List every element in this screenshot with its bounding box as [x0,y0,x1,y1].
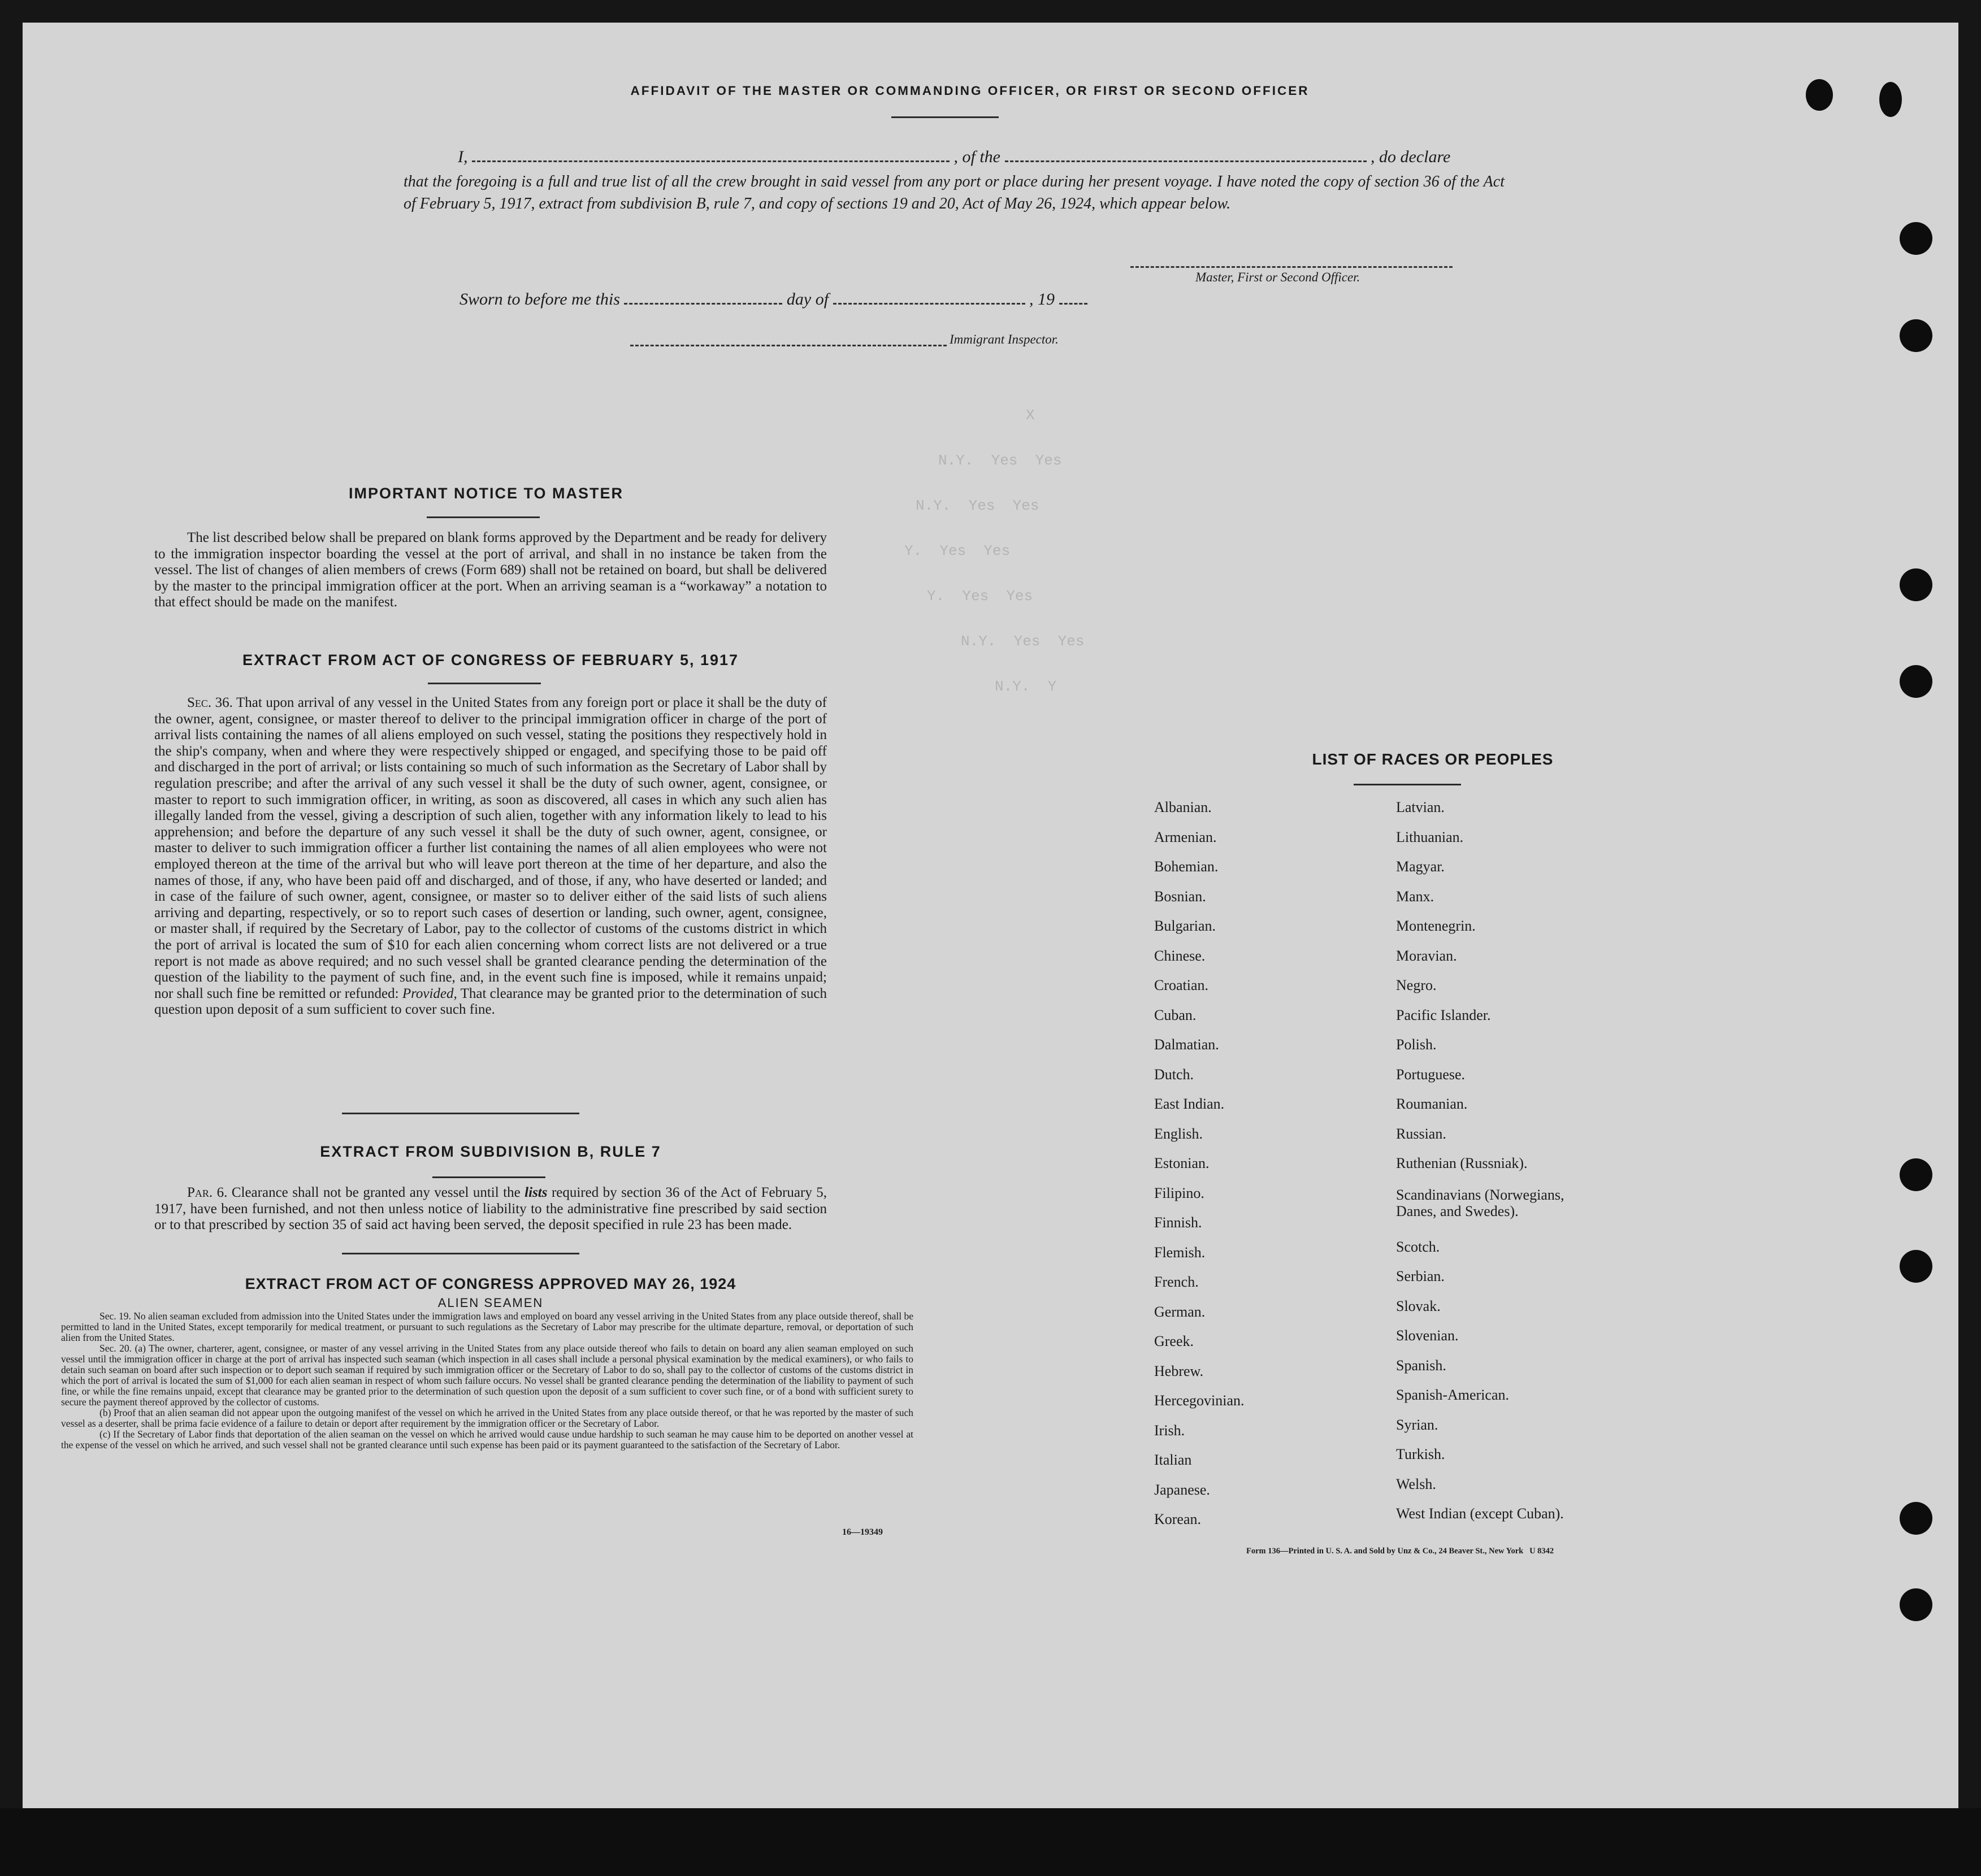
notice-heading: IMPORTANT NOTICE TO MASTER [349,485,623,502]
lists-word: lists [524,1185,548,1200]
race-item: Slovenian. [1396,1327,1459,1344]
sec-19-text: Sec. 19. No alien seaman excluded from admission into the United States under the immigration laws and employed on board any vessel arriving in the United States from any place outside thereof, shall be permitted to land in the United States, except temporarily for medical treatment, or pursuant to such regulations as the Secretary of Labor may prescribe for the ultimate departure, removal, or deportation of such alien from the United States. [61,1310,913,1343]
punch-hole [1900,1502,1932,1535]
race-item: Korean. [1154,1511,1202,1527]
rule7-body [154,1185,827,1234]
inspector-signature-line[interactable] [630,345,947,346]
print-code: 16—19349 [842,1527,883,1537]
race-item: Roumanian. [1396,1096,1468,1112]
race-item: French. [1154,1274,1199,1290]
race-item: Irish. [1154,1422,1185,1439]
rule7-text-b: required by section 36 of the Act of February 5, 1917, have been furnished, and not then unless notice of liability to the administrative fine prescribed by said section or to that prescribed by section 35 of said act having been served, the deposit specified in rule 23 has been made. [154,1185,827,1233]
race-item: Chinese. [1154,947,1206,964]
race-item: East Indian. [1154,1096,1225,1112]
extract-1917-rule [428,683,541,684]
day-of-label: day of [786,290,829,309]
affidavit-title-rule [891,116,999,118]
race-item: Bosnian. [1154,888,1206,905]
race-item: Polish. [1396,1036,1437,1053]
race-item: Finnish. [1154,1214,1202,1231]
bleed-through-mark: Y. Yes Yes [904,542,1011,559]
race-item: Estonian. [1154,1155,1210,1171]
bleed-through-mark: N.Y. Yes Yes [916,497,1039,514]
race-item: Bohemian. [1154,858,1219,875]
rule7-text-a: Clearance shall not be granted any vessel until the [231,1185,521,1200]
rule7-rule [432,1176,545,1178]
notice-body [154,530,827,611]
race-item: Hebrew. [1154,1362,1204,1379]
year-prefix: , 19 [1029,290,1055,309]
punch-hole [1900,665,1932,698]
punch-hole [1900,1250,1932,1283]
extract-1917-heading: EXTRACT FROM ACT OF CONGRESS OF FEBRUARY 5, 1917 [242,652,739,668]
bleed-through-mark: Y. Yes Yes [927,588,1033,605]
affidavit-title: AFFIDAVIT OF THE MASTER OR COMMANDING OFFICER, OR FIRST OR SECOND OFFICER [630,84,1310,98]
sworn-day-field[interactable] [624,303,782,305]
race-item: Cuban. [1154,1006,1197,1023]
race-item: Turkish. [1396,1446,1445,1462]
race-item: Magyar. [1396,858,1445,875]
notice-rule [427,516,540,518]
master-signature-line[interactable] [1130,266,1453,268]
bleed-through-mark: X [1026,407,1035,424]
master-signature-label: Master, First or Second Officer. [1195,270,1360,284]
vessel-name-field[interactable] [1005,160,1367,162]
race-item: Scotch. [1396,1238,1440,1255]
races-left-column [1154,793,1245,1535]
race-item: Portuguese. [1396,1066,1466,1083]
sec-20b-text: (b) Proof that an alien seaman did not appear upon the outgoing manifest of the vessel on which he arrived in the United States from any place outside thereof, or that he was reported by the master of such vessel as a deserter, shall be prima facie evidence of a failure to detain or deport after requirement by the immigration officer or the Secretary of Labor. [61,1407,913,1429]
punch-hole [1879,82,1902,117]
declaration-body: that the foregoing is a full and true list of all the crew brought in said vessel from any port or place during her present voyage. I have noted the copy of section 36 of the Act of February 5, 1917, extract from subdivision B, rule 7, and copy of sections 19 and 20, Act of May 26, 1924, which appear below. [404,173,1505,212]
bleed-through-mark: N.Y. Yes Yes [961,633,1085,650]
act-1924-heading: EXTRACT FROM ACT OF CONGRESS APPROVED MAY 26, 1924 [245,1275,736,1292]
race-item: Russian. [1396,1125,1446,1142]
punch-hole [1900,1158,1932,1191]
sworn-year-field[interactable] [1059,303,1087,305]
race-item: English. [1154,1125,1203,1142]
race-item: Dalmatian. [1154,1036,1219,1053]
race-item: Japanese. [1154,1481,1210,1498]
extract-1917-body [154,695,827,1018]
race-item: Welsh. [1396,1475,1436,1492]
form-sheet [23,23,1958,1808]
punch-hole [1900,1588,1932,1621]
race-item: Moravian. [1396,947,1457,964]
act-1924-body [61,1311,913,1451]
race-item: Syrian. [1396,1416,1438,1433]
races-rule [1354,784,1461,785]
race-item: Lithuanian. [1396,828,1464,845]
act-1924-top-rule [342,1253,579,1254]
form-footer: Form 136—Printed in U. S. A. and Sold by Unz & Co., 24 Beaver St., New York U 8342 [1246,1547,1554,1556]
section-36-end: That clearance may be granted prior to the determination of such question upon deposit of a sum sufficient to cover such fine. [154,985,827,1018]
race-item: Filipino. [1154,1184,1204,1201]
race-item: Serbian. [1396,1268,1445,1284]
race-item: Pacific Islander. [1396,1006,1491,1023]
sworn-label: Sworn to before me this [460,290,620,309]
race-item: Scandinavians (Norwegians, Danes, and Swedes). [1396,1186,1564,1219]
alien-seamen-subheading: ALIEN SEAMEN [437,1296,544,1310]
do-declare-label: , do declare [1371,147,1451,166]
sworn-line [460,290,1087,309]
race-item: Negro. [1396,977,1437,993]
races-heading: LIST OF RACES OR PEOPLES [1312,750,1554,768]
races-right-column [1396,793,1564,1529]
race-item: Spanish. [1396,1357,1446,1374]
race-item: Croatian. [1154,977,1209,993]
race-item: Slovak. [1396,1297,1441,1314]
section-36-text: That upon arrival of any vessel in the United States from any foreign port or place it shall be the duty of the owner, agent, consignee, or master thereof to deliver to the principal immigration officer in charge of the port of arrival lists containing the names of all aliens employed on such vessel, stating the positions they respectively hold in the ship's company, when and where they were respectively shipped or engaged, and specifying those to be paid off and discharged in the port of arrival; or lists containing so much of such information as the Secretary of Labor shall by regulation prescribe; and after the arrival of any such vessel it shall be the duty of such owner, agent, consignee, or master to report to such immigration officer, in writing, as soon as discovered, all cases in which any such alien has illegally landed from the vessel, giving a description of such alien, together with any information likely to lead to his apprehension; and before the departure of any such vessel it shall be the duty of such owner, agent, consignee, or master to deliver to such immigration officer a further list containing the names of all alien employees who were not employed thereon at the time of the arrival but who will leave port thereon at the time of her departure, and also the names of those, if any, who have been paid off and discharged, and of those, if any, who have deserted or landed; and in case of the failure of such owner, agent, consignee, or master so to deliver either of the said lists of such aliens arriving and departing, respectively, or so to report such cases of desertion or landing, such owner, agent, consignee, or master shall, if required by the Secretary of Labor, pay to the collector of customs of the customs district in which the port of arrival is located the sum of $10 for each alien concerning whom correct lists are not delivered or a true report is not made as above required; and no such vessel shall be granted clearance pending the determination of the question of the liability to the payment of such fine, and, in the event such fine is imposed, while it remains unpaid; nor shall such fine be remitted or refunded: [154,695,827,1001]
race-item: West Indian (except Cuban). [1396,1505,1564,1522]
rule7-top-rule [342,1113,579,1114]
punch-hole [1900,568,1932,601]
provided-label: Provided, [402,985,457,1001]
scan-border [0,1808,1981,1876]
race-item: Armenian. [1154,828,1217,845]
declaration-line [458,147,1512,167]
bleed-through-mark: N.Y. Y [995,678,1057,695]
section-36-label: Sec. 36. [187,695,233,710]
notice-text: The list described below shall be prepared on blank forms approved by the Department and be ready for delivery to the immigration inspector boarding the vessel at the port of arrival, and shall in no instance be taken from the vessel. The list of changes of alien members of crews (Form 689) shall not be retained on board, but shall be delivered by the master to the principal immigration officer at the port. When an arriving seaman is a “workaway” a notation to that effect should be made on the manifest. [154,530,827,610]
inspector-label: Immigrant Inspector. [950,332,1059,346]
i-label: I, [458,147,468,166]
race-item: Flemish. [1154,1244,1206,1261]
bleed-through-mark: N.Y. Yes Yes [938,452,1062,469]
declarant-name-field[interactable] [472,160,950,162]
of-the-label: , of the [953,147,1000,166]
race-item: Ruthenian (Russniak). [1396,1155,1528,1171]
race-item: Bulgarian. [1154,918,1216,934]
race-item: Italian [1154,1452,1192,1468]
race-item: Greek. [1154,1333,1194,1349]
race-item: Dutch. [1154,1066,1194,1083]
sec-20c-text: (c) If the Secretary of Labor finds that deportation of the alien seaman on the vessel on which he arrived would cause undue hardship to such seaman he may cause him to be deported on another vessel at the expense of the vessel on which he arrived, and such vessel shall not be granted clearance until such expense has been paid or its payment guaranteed to the satisfaction of the Secretary of Labor. [61,1428,913,1451]
race-item: Manx. [1396,888,1434,905]
punch-hole [1900,222,1932,255]
sec-20a-text: Sec. 20. (a) The owner, charterer, agent, consignee, or master of any vessel arriving in the United States from any place outside thereof who fails to detain on board any alien seaman employed on such vessel until the immigration officer in charge at the port of arrival has inspected such seaman (which inspection in all cases shall include a personal physical examination by the medical examiners), or who fails to detain such seaman on board after such inspection or to deport such seaman if required by such immigration officer or the Secretary of Labor to do so, shall pay to the collector of customs of the customs district in which the port of arrival is located the sum of $1,000 for each alien seaman in respect of whom such failure occurs. No vessel shall be granted clearance pending the determination of the liability to payment of such fine, or while the fine remains unpaid, except that clearance may be granted prior to the determination of such question upon the deposit of a sum sufficient to cover such fine, or of a bond with sufficient surety to secure the payment thereof approved by the collector of customs. [61,1343,913,1408]
race-item: Montenegrin. [1396,918,1476,934]
race-item: German. [1154,1303,1206,1320]
sworn-month-field[interactable] [833,303,1025,305]
punch-hole [1900,319,1932,352]
race-item: Hercegovinian. [1154,1392,1245,1409]
par-6-label: Par. 6. [187,1185,228,1200]
punch-hole [1806,79,1833,111]
race-item: Latvian. [1396,799,1445,815]
rule7-heading: EXTRACT FROM SUBDIVISION B, RULE 7 [320,1143,661,1160]
race-item: Albanian. [1154,799,1212,815]
race-item: Spanish-American. [1396,1387,1510,1403]
